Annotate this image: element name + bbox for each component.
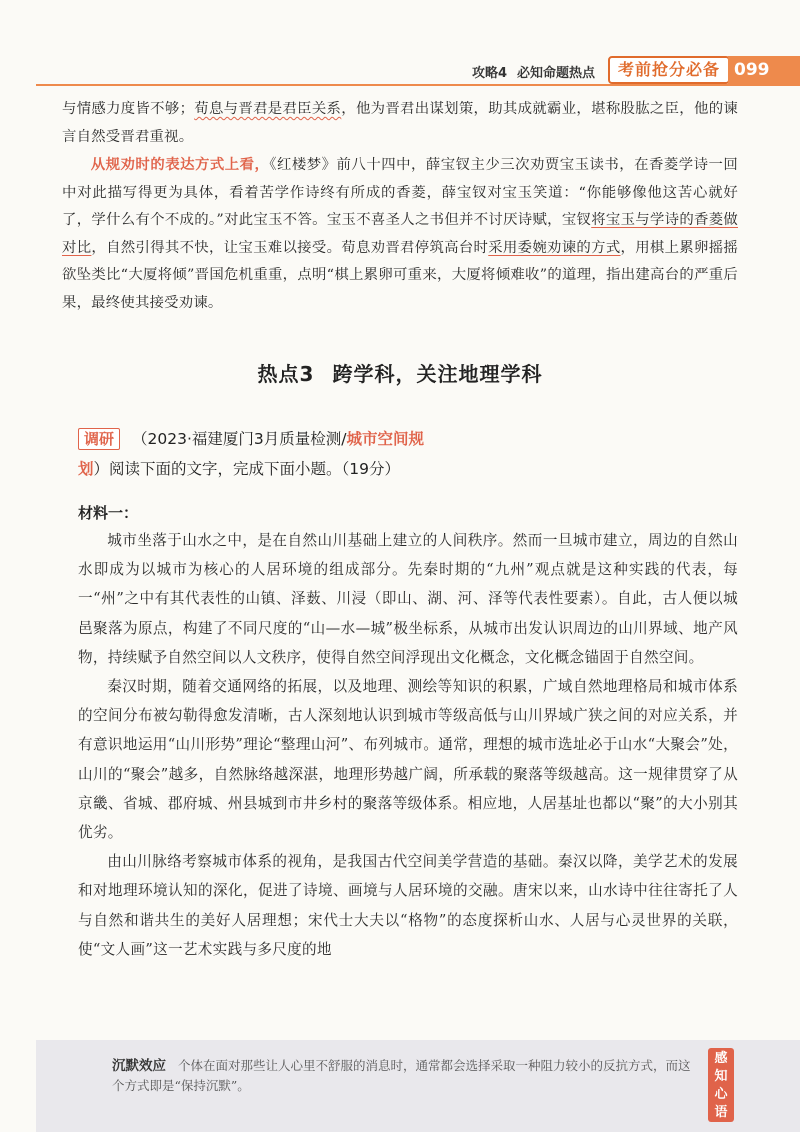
material-paragraph: 由山川脉络考察城市体系的视角，是我国古代空间美学营造的基础。秦汉以降，美学艺术的发展和对地理环境认知的深化，促进了诗境、画境与人居环境的交融。唐宋以来，山水诗中往往寄托了人与自然和谐共生的美好人居理想；宋代士大夫以“格物”的态度探析山水、人居与心灵世界的关联，使“文人画”这一艺术实践与多尺度的地: [78, 853, 738, 958]
material-paragraph: 秦汉时期，随着交通网络的拓展，以及地理、测绘等知识的积累，广域自然地理格局和城市体系的空间分布被勾勒得愈发清晰，古人深刻地认识到城市等级高低与山川界域广狭之间的对应关系，并有意识地运用“山川形势”理论“整理山河”、布列城市。通常，理想的城市选址必于山水“大聚会”处，山川的“聚会”越多，自然脉络越深湛，地理形势越广阔，所承载的聚落等级越高。这一规律贯穿了从京畿、省城、郡府城、州县城到市井乡村的聚落等级体系。相应地，人居基址也都以“聚”的大小别其优劣。: [78, 678, 738, 842]
side-char: 知: [714, 1069, 728, 1084]
section-heading: [0, 358, 800, 387]
intro-paragraph-2: [62, 151, 738, 317]
question-source: （2023·福建厦门3月质量检测/: [132, 430, 347, 448]
side-char: 语: [714, 1105, 728, 1120]
footer-side-label: [708, 1048, 734, 1122]
banner-badge: 考前抢分必备: [608, 56, 730, 84]
footer-note: [112, 1056, 702, 1096]
text-run: ，用棋上累卵摇摇欲坠类比“大厦将倾”晋国危机重重，点明“棋上累卵可重来，大厦将倾难收”的道理，指出建高台的严重后果，最终使其接受劝谏。: [62, 239, 738, 311]
question-instruction: ）阅读下面的文字，完成下面小题。（19分）: [93, 460, 400, 478]
material-paragraph: 城市坐落于山水之中，是在自然山川基础上建立的人间秩序。然而一旦城市建立，周边的自然山水即成为以城市为核心的人居环境的组成部分。先秦时期的“九州”观点就是这种实践的代表，每一“州”之中有其代表性的山镇、泽薮、川浸（即山、湖、河、泽等代表性要素）。自此，古人便以城邑聚落为原点，构建了不同尺度的“山—水—城”极坐标系，从城市出发认识周边的山川界域、地产风物，持续赋予自然空间以人文秩序，使得自然空间浮现出文化概念，文化概念锚固于自然空间。: [78, 532, 738, 666]
underline-text: 将宝玉与学诗的香菱做对比: [62, 212, 738, 256]
text-run: ，自然引得其不快，让宝玉难以接受。荀息劝晋君停筑高台时: [91, 239, 489, 256]
section-title: [462, 62, 595, 81]
side-char: 感: [714, 1051, 728, 1066]
page-header: [0, 56, 800, 86]
text-run: 与情感力度皆不够；: [62, 101, 195, 117]
intro-paragraph-1: [62, 96, 738, 151]
question-intro: [78, 424, 744, 484]
side-char: 心: [714, 1087, 728, 1102]
page-footer: [36, 1040, 800, 1132]
section-label: 攻略4: [471, 66, 507, 81]
footer-title: 沉默效应: [112, 1058, 166, 1074]
question-tag: 调研: [78, 428, 120, 450]
page-number: 099: [728, 56, 800, 84]
intro-text: [62, 96, 738, 317]
heading-title: 跨学科，关注地理学科: [332, 362, 543, 386]
highlight-text: 从规劝时的表达方式上看，: [90, 156, 270, 173]
wavy-underline-text: 荀息与晋君是君臣关系: [194, 101, 342, 117]
section-name: 必知命题热点: [516, 66, 595, 81]
material-text: [78, 526, 738, 964]
material-label: 材料一：: [78, 504, 139, 522]
footer-text: 个体在面对那些让人心里不舒服的消息时，通常都会选择采取一种阻力较小的反抗方式，而这个方式即是“保持沉默”。: [112, 1058, 691, 1093]
underline-text: 采用委婉劝谏的方式: [488, 239, 621, 256]
text-run: 《红楼梦》前八十四中，薛宝钗主少三次劝贾宝玉读书，在香菱学诗一回中对此描写得更为具体，看着苦学作诗终有所成的香菱，薛宝钗对宝玉笑道：“你能够像他这苦心就好了，学什么有个不成的。”对此宝玉不答。宝玉不喜圣人之书但并不讨厌诗赋，宝钗: [62, 157, 739, 228]
header-rule: [36, 84, 800, 86]
heading-number: 热点3: [257, 362, 315, 386]
text-run: ，他为晋君出谋划策，助其成就霸业，堪称股肱之臣，他的谏言自然受晋君重视。: [62, 101, 738, 145]
question-topic: 城市空间规划: [78, 430, 424, 478]
